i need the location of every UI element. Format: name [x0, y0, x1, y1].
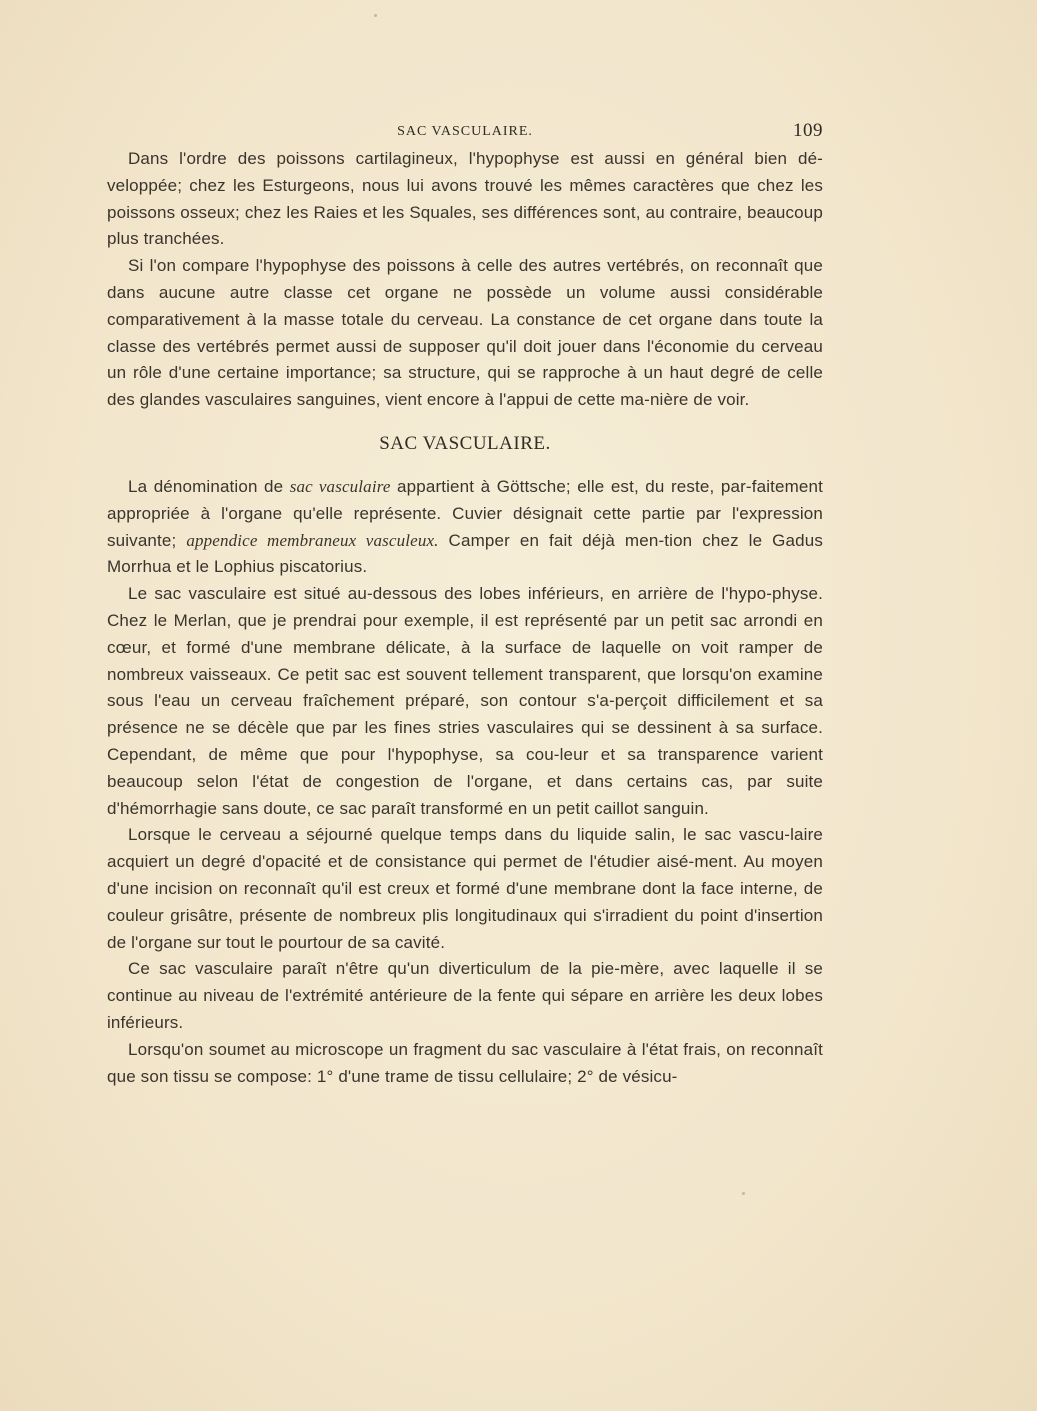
text-run: La dénomination de: [128, 476, 290, 496]
paper-speck: [374, 14, 377, 17]
italic-term: appendice membraneux vasculeux.: [186, 530, 439, 550]
page-content: [107, 122, 823, 1090]
page-number: 109: [793, 120, 823, 141]
italic-term: sac vasculaire: [289, 476, 391, 496]
running-title: SAC VASCULAIRE.: [397, 124, 533, 139]
running-head: [107, 122, 823, 146]
paragraph-saline: Lorsque le cerveau a séjourné quelque temps dans du liquide salin, le sac vascu-laire acquiert un degré d'opacité et de consistance qui permet de l'étudier aisé-ment. Au moyen d'une incision on reconnaît qu'il est creux et formé d'une membrane dont la face interne, de couleur grisâtre, présente de nombreux plis longitudinaux qui s'irradient du point d'insertion de l'organe sur tout le pourtour de sa cavité.: [107, 825, 823, 952]
text-run: Camper en fait déjà men-tion chez le Gadus Morrhua et le Lophius piscatorius.: [107, 530, 824, 577]
paragraph-location: Le sac vasculaire est situé au-dessous des lobes inférieurs, en arrière de l'hypo-physe. Chez le Merlan, que je prendrai pour exemple, il est représenté par un petit sac arrondi en cœur, et formé d'une membrane délicate, à la surface de laquelle on voit ramper de nombreux vaisseaux. Ce petit sac est souvent tellement transparent, que lorsqu'on examine sous l'eau un cerveau fraîchement préparé, son contour s'a-perçoit difficilement et sa présence ne se décèle que par les fines stries vasculaires qui se dessinent à sa surface. Cependant, de même que pour l'hypophyse, sa cou-leur et sa transparence varient beaucoup selon l'état de congestion de l'organe, et dans certains cas, par suite d'hémorrhagie sans doute, ce sac paraît transformé en un petit caillot sanguin.: [107, 584, 823, 818]
paragraph-comparison: Si l'on compare l'hypophyse des poissons à celle des autres vertébrés, on reconnaît que dans aucune autre classe cet organe ne possède un volume aussi considérable comparativement à la masse totale du cerveau. La constance de cet organe dans toute la classe des vertébrés permet aussi de supposer qu'il doit jouer dans l'économie du cerveau un rôle d'une certaine importance; sa structure, qui se rapproche à un haut degré de celle des glandes vasculaires sanguines, vient encore à l'appui de cette ma-nière de voir.: [107, 256, 823, 410]
paragraph-cartilaginous-fishes: Dans l'ordre des poissons cartilagineux, l'hypophyse est aussi en général bien dé-veloppée; chez les Esturgeons, nous lui avons trouvé les mêmes caractères que chez les poissons osseux; chez les Raies et les Squales, ses différences sont, au contraire, beaucoup plus tranchées.: [107, 149, 823, 249]
section-heading: SAC VASCULAIRE.: [379, 432, 551, 454]
paragraph-denomination: [107, 474, 823, 581]
paper-speck: [742, 1192, 745, 1195]
paragraph-diverticulum: Ce sac vasculaire paraît n'être qu'un diverticulum de la pie-mère, avec laquelle il se continue au niveau de l'extrémité antérieure de la fente qui sépare en arrière les deux lobes inférieurs.: [107, 959, 823, 1032]
paragraph-microscope: Lorsqu'on soumet au microscope un fragment du sac vasculaire à l'état frais, on reconnaît que son tissu se compose: 1° d'une trame de tissu cellulaire; 2° de vésicu-: [107, 1039, 823, 1086]
text-run: appartient à Göttsche; elle est, du reste, par-faitement appropriée à l'organe qu'elle représente. Cuvier désignait cette partie par l'expression suivante;: [107, 476, 823, 550]
